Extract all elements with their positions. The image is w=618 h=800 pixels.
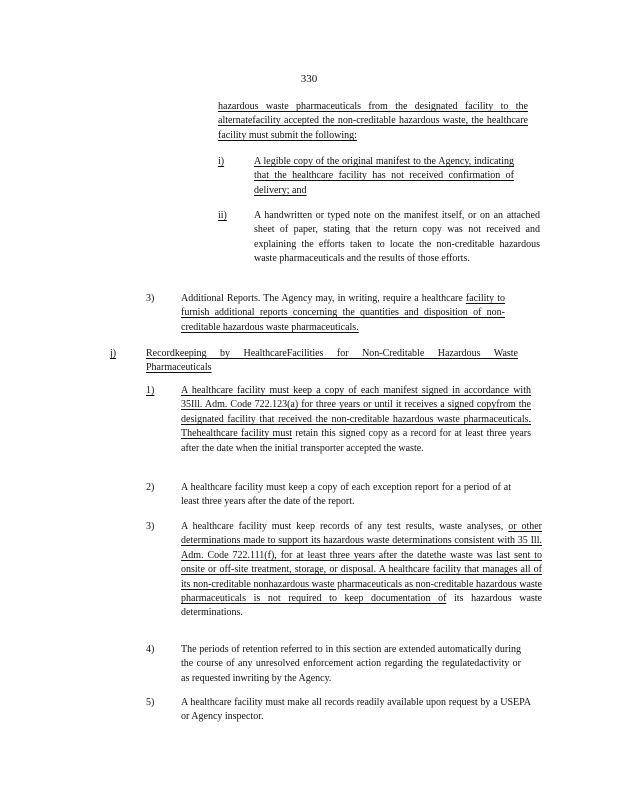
section-label: j) xyxy=(110,348,117,359)
sub-item-label: i) xyxy=(218,156,225,167)
list-item-label: 5) xyxy=(146,697,155,708)
records-item-3-text: A healthcare facility must keep records of any test results, waste analyses, xyxy=(181,521,504,532)
additional-reports-paragraph xyxy=(181,292,505,335)
records-item-1-underlined: A healthcare facility must keep a copy of each manifest signed in accordance with 35Ill. Adm. Code 722.123(a) for three years or until it receives a signed copyfrom the designated facility that received the non-creditable hazardous waste pharmaceuticals. Thehealthcare facility must xyxy=(181,385,531,440)
sub-item-text: A handwritten or typed note on the manifest itself, or on an attached sheet of paper, stating that the return copy was not received and explaining the efforts taken to locate the non-creditable hazardous waste pharmaceuticals and the results of those efforts. xyxy=(254,210,540,265)
records-item-1 xyxy=(181,384,531,456)
list-item-label: 4) xyxy=(146,644,155,655)
sub-item-label: ii) xyxy=(218,210,227,221)
page-number: 330 xyxy=(300,73,318,85)
records-item-3 xyxy=(181,520,542,621)
list-item-label: 3) xyxy=(146,521,155,532)
additional-reports-text: Additional Reports. The Agency may, in writing, require a healthcare xyxy=(181,293,463,304)
records-item-5: A healthcare facility must make all records readily available upon request by a USEPA or Agency inspector. xyxy=(181,697,531,723)
list-item-label: 1) xyxy=(146,385,155,396)
list-item-label: 3) xyxy=(146,293,155,304)
additional-reports-underlined: facility to furnish additional reports concerning the quantities and disposition of non-creditable hazardous waste pharmaceuticals. xyxy=(181,293,505,333)
intro-paragraph: hazardous waste pharmaceuticals from the designated facility to the alternatefacility accepted the non-creditable hazardous waste, the healthcare facility must submit the following: xyxy=(218,101,528,141)
records-item-4: The periods of retention referred to in this section are extended automatically during the course of any unresolved enforcement action regarding the regulatedactivity or as requested inwriting by the Agency. xyxy=(181,644,521,684)
sub-item-text: A legible copy of the original manifest to the Agency, indicating that the healthcare facility has not received confirmation of delivery; and xyxy=(254,156,514,196)
records-item-1-text: retain this signed copy as a record for at least three years after the date when the initial transporter accepted the waste. xyxy=(181,428,531,454)
records-item-3-tail: its hazardous waste determinations. xyxy=(181,593,542,619)
list-item-label: 2) xyxy=(146,482,155,493)
records-item-3-underlined: or other determinations made to support its hazardous waste determinations consistent with 35 Ill. Adm. Code 722.111(f), for at least three years after the datethe waste was last sent to onsite or off-site treatment, storage, or disposal. A healthcare facility that manages all of its non-creditable nonhazardous waste pharmaceuticals as non-creditable hazardous waste pharmaceuticals is not required to keep documentation of xyxy=(181,521,542,605)
records-item-2: A healthcare facility must keep a copy of each exception report for a period of at least three years after the date of the report. xyxy=(181,482,511,508)
section-heading: Recordkeeping by HealthcareFacilities for Non-Creditable Hazardous Waste Pharmaceuticals xyxy=(146,348,518,374)
